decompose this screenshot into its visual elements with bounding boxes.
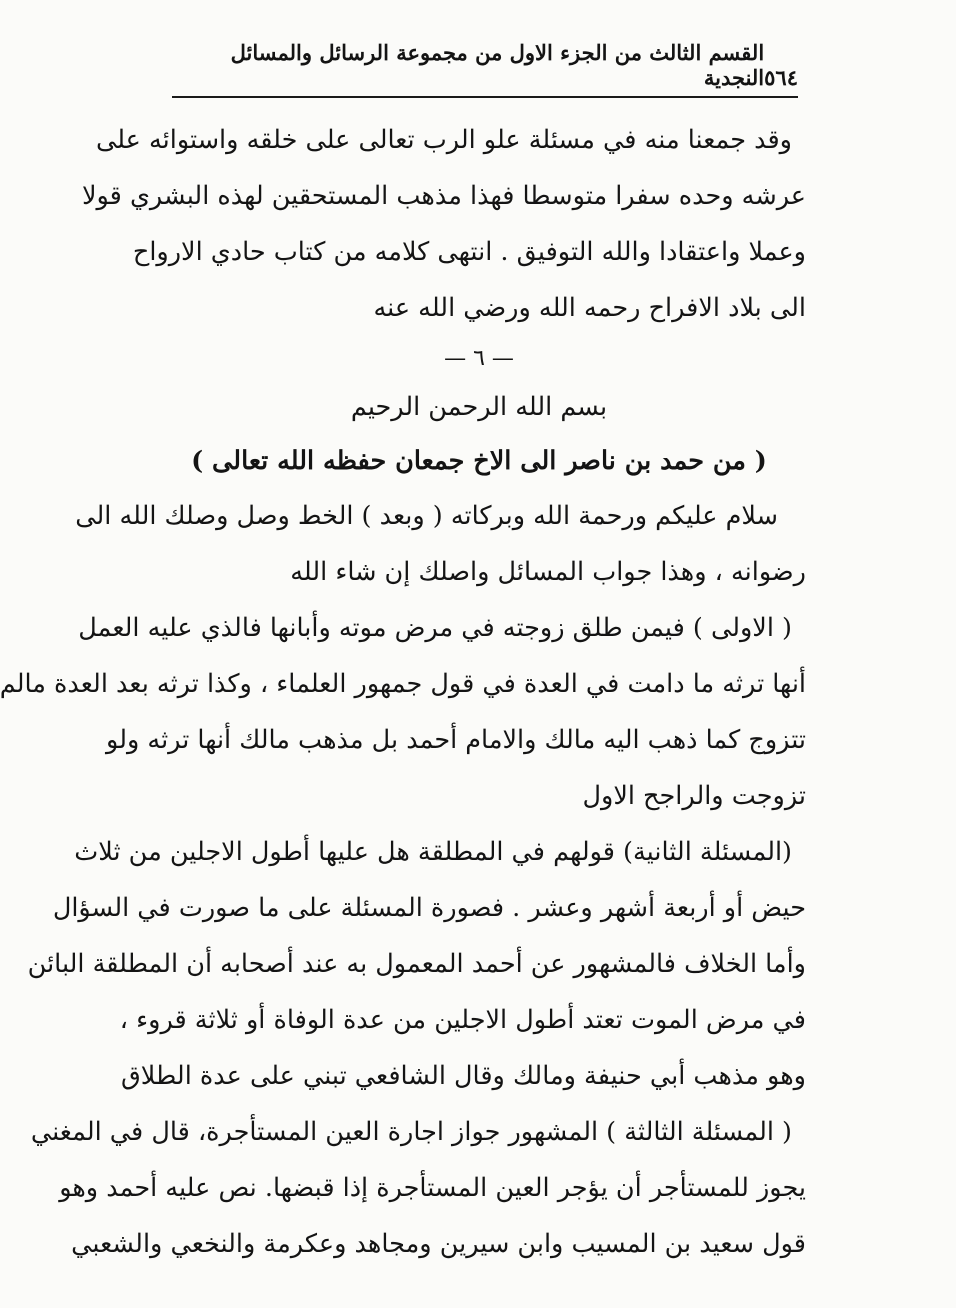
text-line: في مرض الموت تعتد أطول الاجلين من عدة الوفاة أو ثلاثة قروء ، bbox=[119, 1005, 806, 1035]
text-line: حيض أو أربعة أشهر وعشر . فصورة المسئلة على ما صورت في السؤال bbox=[52, 893, 806, 923]
basmala-heading: بسم الله الرحمن الرحيم bbox=[350, 392, 608, 422]
text-line: سلام عليكم ورحمة الله وبركاته ( وبعد ) الخط وصل وصلك الله الى bbox=[75, 501, 778, 531]
text-line: وعملا واعتقادا والله التوفيق . انتهى كلامه من كتاب حادي الارواح bbox=[132, 237, 806, 267]
text-line: تزوجت والراجح الاول bbox=[582, 781, 806, 811]
text-line: وأما الخلاف فالمشهور عن أحمد المعمول به عند أصحابه أن المطلقة البائن bbox=[27, 949, 806, 979]
section-separator: — ٦ — bbox=[444, 346, 514, 371]
text-line: (المسئلة الثانية) قولهم في المطلقة هل عليها أطول الاجلين من ثلاث bbox=[74, 837, 792, 867]
text-line: وهو مذهب أبي حنيفة ومالك وقال الشافعي تبني على عدة الطلاق bbox=[121, 1061, 806, 1091]
page-body bbox=[0, 112, 806, 1272]
text-line: الى بلاد الافراح رحمه الله ورضي الله عنه bbox=[373, 293, 806, 323]
text-line: قول سعيد بن المسيب وابن سيرين ومجاهد وعكرمة والنخعي والشعبي bbox=[71, 1229, 806, 1259]
page-header bbox=[172, 40, 798, 98]
text-line: رضوانه ، وهذا جواب المسائل واصلك إن شاء الله bbox=[290, 557, 806, 587]
text-line: أنها ترثه ما دامت في العدة في قول جمهور العلماء ، وكذا ترثه بعد العدة مالم bbox=[0, 669, 806, 699]
page-number: ٥٦٤ bbox=[764, 65, 798, 90]
text-line: عرشه وحده سفرا متوسطا فهذا مذهب المستحقين لهذه البشري قولا bbox=[81, 181, 806, 211]
text-line: ( الاولى ) فيمن طلق زوجته في مرض موته وأبانها فالذي عليه العمل bbox=[78, 613, 792, 643]
text-line: ( المسئلة الثالثة ) المشهور جواز اجارة العين المستأجرة، قال في المغني bbox=[30, 1117, 792, 1147]
text-line: تتزوج كما ذهب اليه مالك والامام أحمد بل مذهب مالك أنها ترثه ولو bbox=[106, 725, 806, 755]
running-title: القسم الثالث من الجزء الاول من مجموعة الرسائل والمسائل النجدية bbox=[230, 40, 765, 90]
letter-address: ( من حمد بن ناصر الى الاخ جمعان حفظه الله تعالى ) bbox=[191, 446, 767, 476]
text-line: يجوز للمستأجر أن يؤجر العين المستأجرة إذا قبضها. نص عليه أحمد وهو bbox=[59, 1173, 806, 1203]
text-line: وقد جمعنا منه في مسئلة علو الرب تعالى على خلقه واستوائه على bbox=[95, 125, 792, 155]
